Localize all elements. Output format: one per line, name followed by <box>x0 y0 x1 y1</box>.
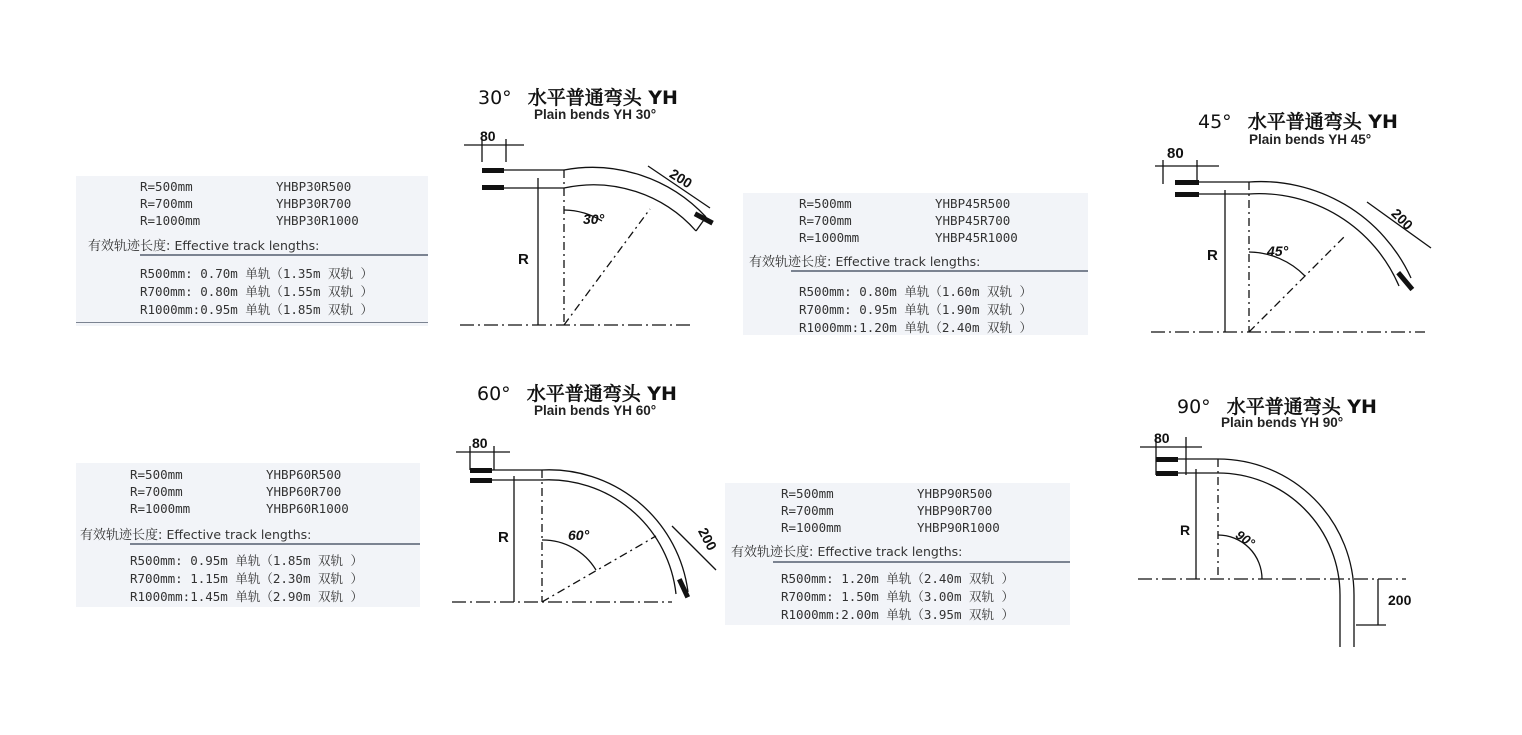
radius-label: R <box>1180 522 1191 538</box>
effective-label: 有效轨迹长度: Effective track lengths: <box>749 254 981 270</box>
spec-box-90 <box>725 483 1070 625</box>
subtitle-90: Plain bends YH 90° <box>1221 415 1344 430</box>
spec-radius-500: R=500mm <box>130 467 183 482</box>
angle-label: 30° <box>583 211 605 227</box>
subtitle-60: Plain bends YH 60° <box>534 403 657 418</box>
length-r500: R500mm: 0.80m 单轨（1.60m 双轨 ） <box>799 284 1033 299</box>
spec-radius-500: R=500mm <box>781 486 834 501</box>
spec-radius-1000: R=1000mm <box>130 501 191 516</box>
spec-box-30 <box>76 176 428 326</box>
rail-cap-top <box>482 168 504 173</box>
rail-cap-top <box>1175 180 1199 185</box>
spec-box-60 <box>76 463 420 607</box>
length-r1000: R1000mm:0.95m 单轨（1.85m 双轨 ） <box>140 302 374 317</box>
radius-label: R <box>498 529 509 546</box>
spec-model-500: YHBP60R500 <box>266 467 342 482</box>
title-90: 90° 水平普通弯头 YH <box>1177 396 1377 418</box>
effective-label: 有效轨迹长度: Effective track lengths: <box>88 238 320 254</box>
rail-cap-bottom <box>1175 192 1199 197</box>
dim-label-80: 80 <box>472 435 488 451</box>
rail-cap-bottom <box>1156 471 1178 476</box>
title-30: 30° 水平普通弯头 YH <box>478 87 678 109</box>
dim-label-200: 200 <box>1388 592 1412 608</box>
length-r700: R700mm: 1.15m 单轨（2.30m 双轨 ） <box>130 571 364 586</box>
radius-label: R <box>518 251 529 268</box>
rail-end-cap <box>1396 271 1414 291</box>
rail-cap-top <box>470 468 492 473</box>
spec-radius-500: R=500mm <box>799 196 852 211</box>
radius-line <box>1249 236 1345 332</box>
length-r700: R700mm: 0.80m 单轨（1.55m 双轨 ） <box>140 284 374 299</box>
rail-arc-outer <box>1218 459 1354 595</box>
effective-label: 有效轨迹长度: Effective track lengths: <box>731 544 963 560</box>
spec-model-700: YHBP90R700 <box>917 503 993 518</box>
rail-arc-inner <box>1249 194 1399 286</box>
rail-cap-bottom <box>482 185 504 190</box>
divider <box>773 561 1070 563</box>
length-r1000: R1000mm:1.45m 单轨（2.90m 双轨 ） <box>130 589 364 604</box>
spec-radius-700: R=700mm <box>130 484 183 499</box>
rail-arc-outer <box>542 470 688 592</box>
spec-model-1000: YHBP60R1000 <box>266 501 349 516</box>
radius-line <box>564 209 650 325</box>
bend-diagram-45 <box>1145 140 1435 340</box>
bend-diagram-30 <box>450 120 730 335</box>
spec-model-700: YHBP45R700 <box>935 213 1011 228</box>
spec-radius-700: R=700mm <box>799 213 852 228</box>
divider <box>791 270 1088 272</box>
title-60: 60° 水平普通弯头 YH <box>477 383 677 405</box>
angle-label: 45° <box>1267 243 1289 259</box>
radius-line <box>542 536 656 602</box>
bend-diagram-90 <box>1130 425 1420 655</box>
spec-model-700: YHBP60R700 <box>266 484 342 499</box>
rail-end-cap <box>694 212 714 226</box>
angle-arc <box>542 540 596 570</box>
dim-label-200: 200 <box>695 524 721 554</box>
spec-model-1000: YHBP30R1000 <box>276 213 359 228</box>
radius-label: R <box>1207 247 1218 264</box>
length-r1000: R1000mm:1.20m 单轨（2.40m 双轨 ） <box>799 320 1033 335</box>
dim-label-80: 80 <box>1167 145 1184 162</box>
subtitle-45: Plain bends YH 45° <box>1249 132 1372 147</box>
spec-model-700: YHBP30R700 <box>276 196 352 211</box>
dim-label-200: 200 <box>666 165 696 192</box>
spec-radius-500: R=500mm <box>140 179 193 194</box>
spec-model-1000: YHBP45R1000 <box>935 230 1018 245</box>
length-r500: R500mm: 0.95m 单轨（1.85m 双轨 ） <box>130 553 364 568</box>
spec-model-500: YHBP90R500 <box>917 486 993 501</box>
effective-label: 有效轨迹长度: Effective track lengths: <box>80 527 312 543</box>
rail-cap-bottom <box>470 478 492 483</box>
divider <box>130 543 420 545</box>
length-r1000: R1000mm:2.00m 单轨（3.95m 双轨 ） <box>781 607 1015 622</box>
bottom-divider <box>76 322 428 323</box>
spec-model-500: YHBP30R500 <box>276 179 352 194</box>
spec-model-1000: YHBP90R1000 <box>917 520 1000 535</box>
spec-model-500: YHBP45R500 <box>935 196 1011 211</box>
spec-radius-1000: R=1000mm <box>140 213 201 228</box>
rail-cap-top <box>1156 457 1178 462</box>
dim-label-200: 200 <box>1388 205 1417 233</box>
length-r500: R500mm: 1.20m 单轨（2.40m 双轨 ） <box>781 571 1015 586</box>
bend-diagram-60 <box>450 430 730 610</box>
dim-label-80: 80 <box>480 128 496 144</box>
angle-label: 90° <box>1232 527 1258 551</box>
dim-label-80: 80 <box>1154 430 1170 446</box>
spec-radius-1000: R=1000mm <box>781 520 842 535</box>
spec-radius-700: R=700mm <box>781 503 834 518</box>
spec-box-45 <box>743 193 1088 335</box>
spec-radius-700: R=700mm <box>140 196 193 211</box>
divider <box>140 254 428 256</box>
subtitle-30: Plain bends YH 30° <box>534 107 657 122</box>
length-r700: R700mm: 0.95m 单轨（1.90m 双轨 ） <box>799 302 1033 317</box>
title-45: 45° 水平普通弯头 YH <box>1198 111 1398 133</box>
angle-label: 60° <box>568 527 590 543</box>
length-r700: R700mm: 1.50m 单轨（3.00m 双轨 ） <box>781 589 1015 604</box>
length-r500: R500mm: 0.70m 单轨（1.35m 双轨 ） <box>140 266 374 281</box>
rail-arc-inner <box>542 480 676 594</box>
spec-radius-1000: R=1000mm <box>799 230 860 245</box>
